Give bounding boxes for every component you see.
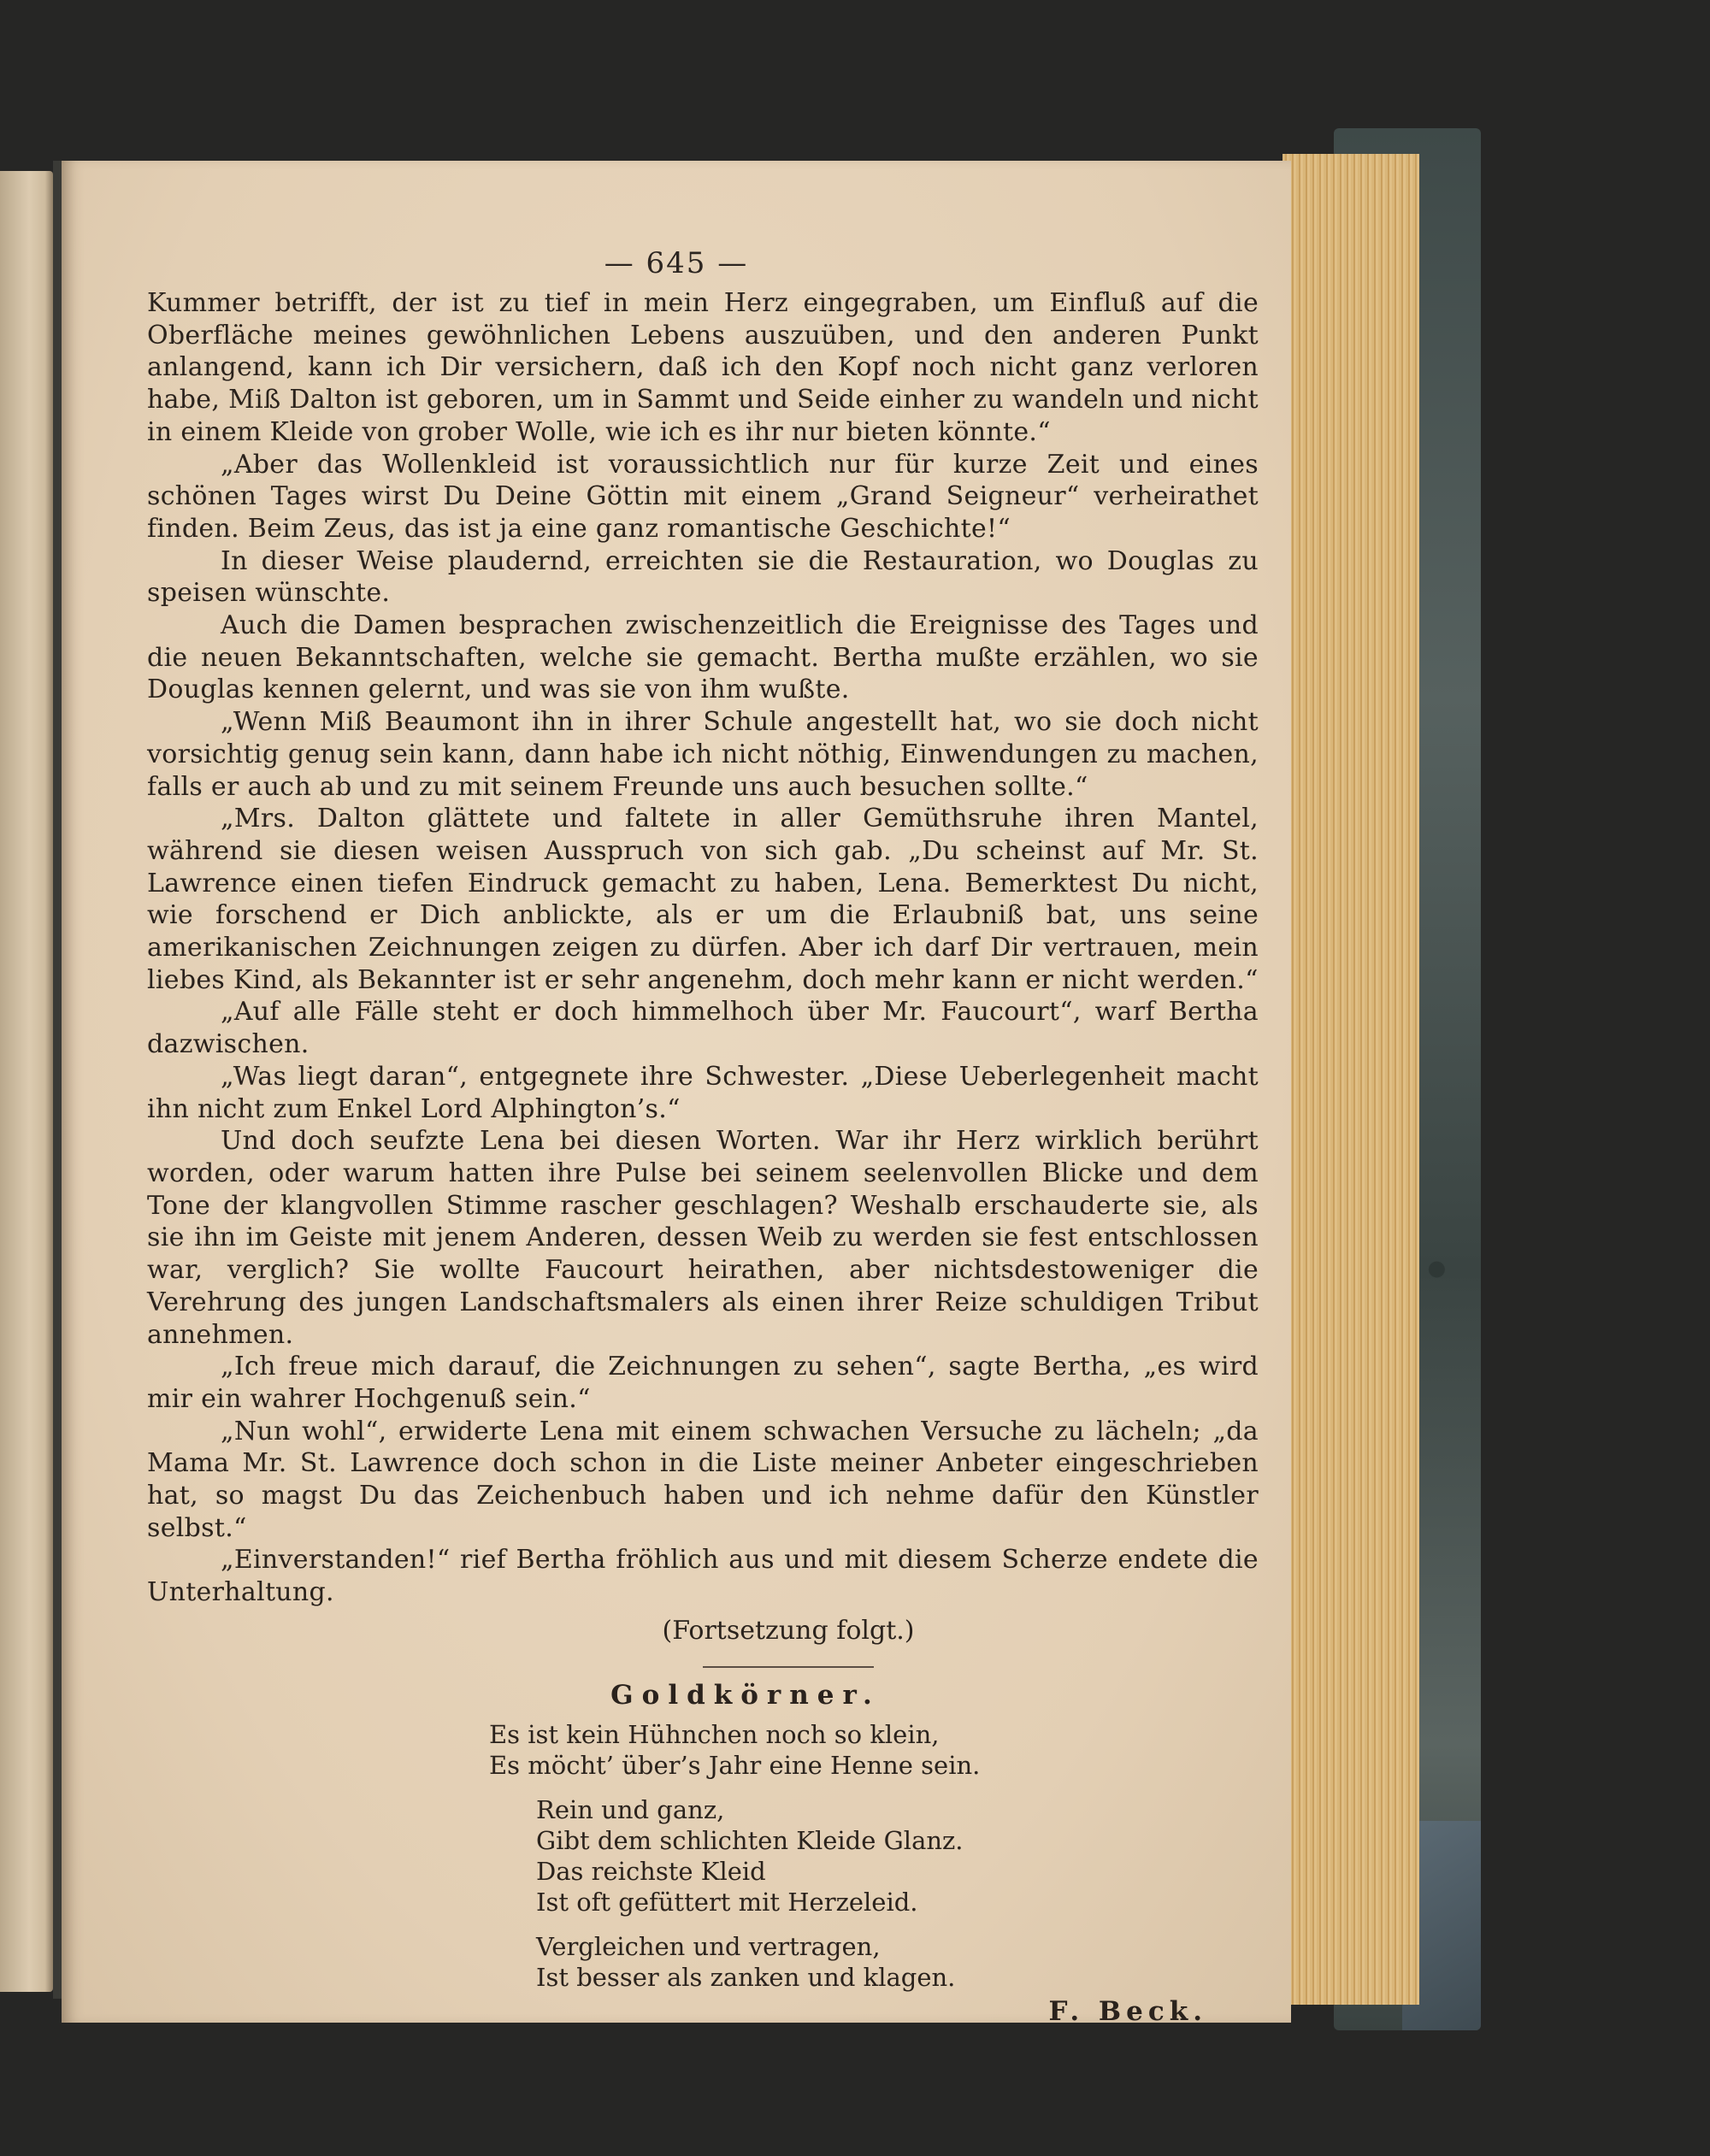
page-body	[147, 287, 1259, 2027]
paragraph: „Wenn Miß Beaumont ihn in ihrer Schule angestellt hat, wo sie doch nicht vorsichtig genug sein kann, dann habe ich nicht nöthig, Einwendungen zu machen, falls er auch ab und zu mit seinem Freunde uns auch besuchen sollte.“	[147, 707, 1259, 802]
paragraph: Auch die Damen besprachen zwischenzeitlich die Ereignisse des Tages und die neuen Bekanntschaften, welche sie gemacht. Bertha mußte erzählen, wo sie Douglas kennen gelernt, und was sie von ihm wußte.	[147, 610, 1259, 705]
paragraph: „Was liegt daran“, entgegnete ihre Schwester. „Diese Ueberlegenheit macht ihn nicht zum Enkel Lord Alphington’s.“	[147, 1061, 1259, 1124]
paragraph: Und doch seufzte Lena bei diesen Worten. War ihr Herz wirklich berührt worden, oder warum hatten ihre Pulse bei seinem seelenvollen Blicke und dem Tone der klangvollen Stimme rascher geschlagen? Weshalb erschauderte sie, als sie ihn im Geiste mit jenem Anderen, dessen Weib zu werden sie fest entschlossen war, verglich? Sie wollte Faucourt heirathen, aber nichtsdestoweniger die Verehrung des jungen Landschaftsmalers als einen ihrer Reize schuldigen Tribut annehmen.	[147, 1126, 1259, 1350]
verse-line: Vergleichen und vertragen,	[536, 1931, 881, 1961]
paragraph: In dieser Weise plaudernd, erreichten sie die Restauration, wo Douglas zu speisen wünschte.	[147, 545, 1259, 609]
paragraph: „Aber das Wollenkleid ist voraussichtlich nur für kurze Zeit und eines schönen Tages wirst Du Deine Göttin mit einem „Grand Seigneur“ verheirathet finden. Beim Zeus, das ist ja eine ganz romantische Geschichte!“	[147, 449, 1259, 544]
verse-line: Gibt dem schlichten Kleide Glanz.	[536, 1825, 964, 1855]
section-divider	[703, 1666, 874, 1668]
page-number: — 645 —	[604, 246, 749, 280]
verse-line: Ist oft gefüttert mit Herzeleid.	[536, 1887, 918, 1917]
paragraph: Kummer betrifft, der ist zu tief in mein Herz eingegraben, um Einfluß auf die Oberfläche meines gewöhnlichen Lebens auszuüben, und den anderen Punkt anlangend, kann ich Dir versichern, daß ich den Kopf noch nicht ganz verloren habe, Miß Dalton ist geboren, um in Sammt und Seide einher zu wandeln und nicht in einem Kleide von grober Wolle, wie ich es ihr nur bieten könnte.“	[147, 288, 1259, 447]
paragraph: „Einverstanden!“ rief Bertha fröhlich aus und mit diesem Scherze endete die Unterhaltung.	[147, 1545, 1259, 1608]
paragraph: „Ich freue mich darauf, die Zeichnungen zu sehen“, sagte Bertha, „es wird mir ein wahrer Hochgenuß sein.“	[147, 1352, 1259, 1414]
verse-line: Es ist kein Hühnchen noch so klein,	[489, 1719, 940, 1749]
section-title: Goldkörner.	[610, 1679, 881, 1711]
continuation-note: (Fortsetzung folgt.)	[662, 1615, 915, 1646]
author-signature: F. Beck.	[1048, 1995, 1207, 2027]
paragraph: „Auf alle Fälle steht er doch himmelhoch über Mr. Faucourt“, warf Bertha dazwischen.	[147, 997, 1259, 1060]
page-block-edge	[1282, 154, 1419, 2005]
paragraph: „Nun wohl“, erwiderte Lena mit einem schwachen Versuche zu lächeln; „da Mama Mr. St. Lawrence doch schon in die Liste meiner Anbeter eingeschrieben hat, so magst Du das Zeichenbuch haben und ich nehme dafür den Künstler selbst.“	[147, 1416, 1259, 1543]
verse-line: Das reichste Kleid	[536, 1856, 766, 1886]
verse-line: Es möcht’ über’s Jahr eine Henne sein.	[489, 1750, 981, 1780]
verse-line: Rein und ganz,	[536, 1794, 725, 1824]
left-page-edge	[0, 171, 53, 1992]
book-page	[62, 161, 1291, 2027]
paragraph: „Mrs. Dalton glättete und faltete in aller Gemüthsruhe ihren Mantel, während sie diesen weisen Ausspruch von sich gab. „Du scheinst auf Mr. St. Lawrence einen tiefen Eindruck gemacht zu haben, Lena. Bemerktest Du nicht, wie forschend er Dich anblickte, als er um die Erlaubniß bat, uns seine amerikanischen Zeichnungen zeigen zu dürfen. Aber ich darf Dir vertrauen, mein liebes Kind, als Bekannter ist er sehr angenehm, doch mehr kann er nicht werden.“	[147, 804, 1259, 995]
verse-line: Ist besser als zanken und klagen.	[536, 1962, 956, 1992]
